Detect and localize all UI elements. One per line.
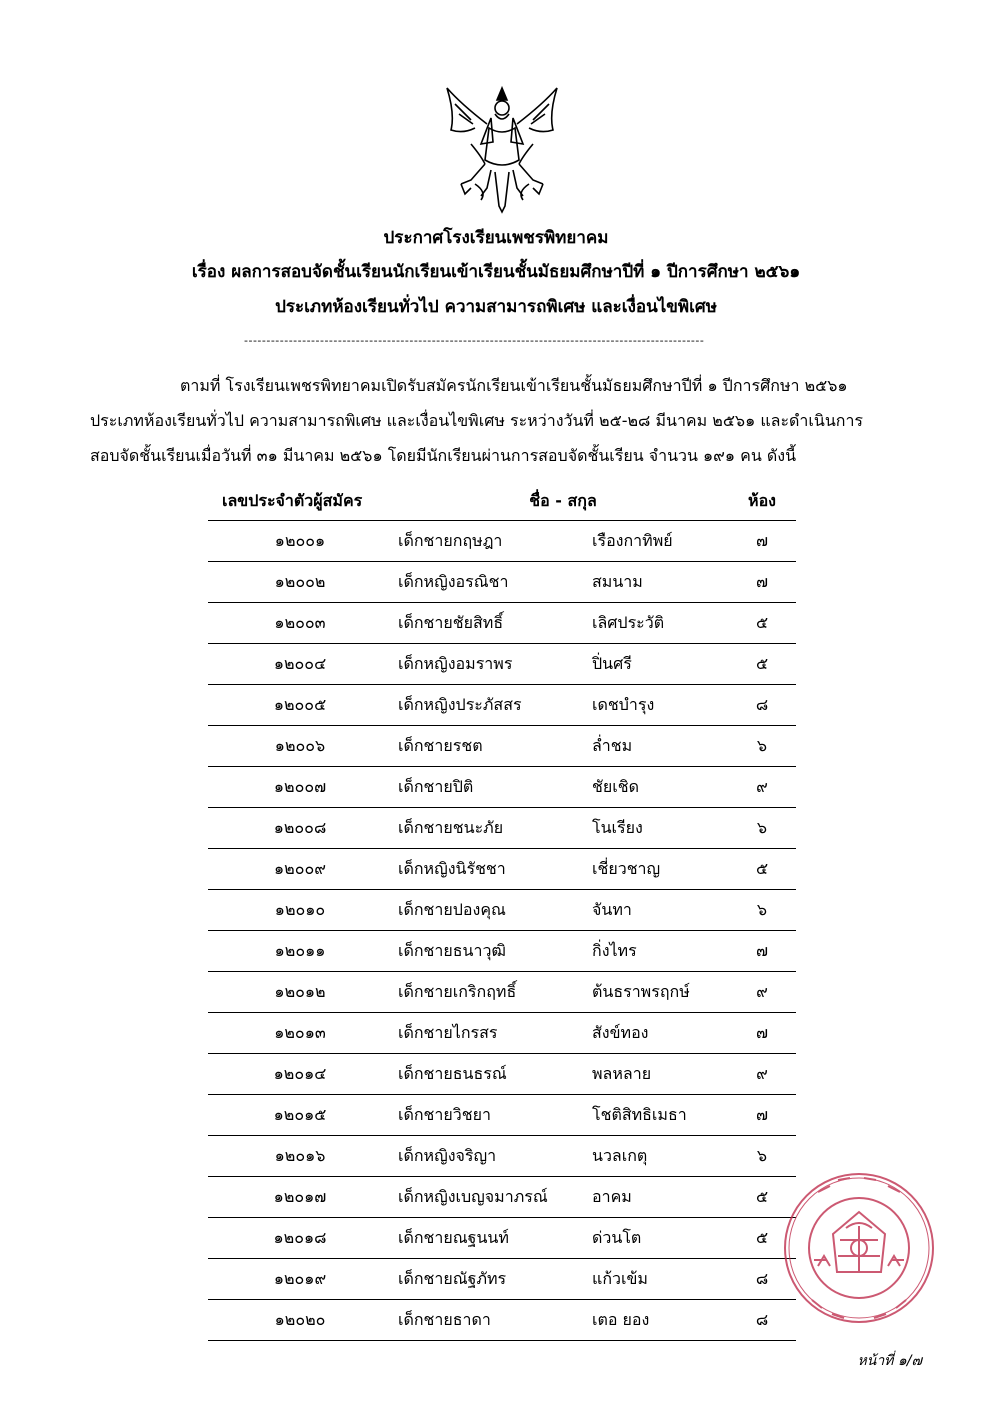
table-row (208, 1095, 796, 1136)
first-name-cell: เด็กชายณัฐภัทร (398, 1269, 507, 1288)
applicant-id-cell: ๑๒๐๑๔ (273, 1064, 327, 1083)
announcement-title: ประกาศโรงเรียนเพชรพิทยาคม (383, 228, 609, 248)
table-row (208, 890, 796, 931)
school-seal-stamp (778, 1168, 940, 1328)
applicant-id-cell: ๑๒๐๒๐ (274, 1310, 326, 1329)
table-row (208, 1054, 796, 1095)
first-name-cell: เด็กชายปิติ (398, 777, 474, 796)
table-row (208, 1218, 796, 1259)
applicant-id-cell: ๑๒๐๑๘ (273, 1228, 327, 1247)
table-row (208, 1259, 796, 1300)
surname-cell: โนเรียง (592, 818, 643, 837)
table-row (208, 1177, 796, 1218)
table-row (208, 521, 796, 562)
first-name-cell: เด็กชายวิชยา (398, 1105, 491, 1124)
table-body (208, 521, 796, 1341)
applicant-id-cell: ๑๒๐๑๑ (274, 941, 326, 960)
first-name-cell: เด็กหญิงประภัสสร (398, 695, 522, 714)
applicant-id-cell: ๑๒๐๐๙ (274, 859, 326, 878)
first-name-cell: เด็กชายรชต (398, 736, 483, 755)
room-cell: ๖ (756, 900, 768, 919)
first-name-cell: เด็กชายไกรสร (398, 1023, 498, 1042)
room-cell: ๕ (755, 654, 769, 673)
room-cell: ๙ (756, 1064, 768, 1083)
room-cell: ๗ (755, 1105, 769, 1124)
surname-cell: สมนาม (592, 572, 643, 591)
first-name-cell: เด็กหญิงเบญจมาภรณ์ (398, 1187, 548, 1206)
room-cell: ๕ (755, 613, 769, 632)
surname-cell: ต้นธราพรฤกษ์ (592, 982, 690, 1001)
room-cell: ๙ (756, 982, 768, 1001)
first-name-cell: เด็กชายธาดา (398, 1310, 491, 1329)
applicant-id-cell: ๑๒๐๑๒ (274, 982, 326, 1001)
applicant-id-cell: ๑๒๐๑๕ (273, 1105, 327, 1124)
room-cell: ๗ (755, 1023, 769, 1042)
applicant-id-cell: ๑๒๐๑๐ (274, 900, 326, 919)
first-name-cell: เด็กหญิงอรณิชา (398, 572, 509, 591)
applicant-id-cell: ๑๒๐๑๗ (273, 1187, 327, 1206)
first-name-cell: เด็กชายธนธรณ์ (398, 1064, 507, 1083)
table-row (208, 726, 796, 767)
first-name-cell: เด็กชายณฐนนท์ (398, 1228, 509, 1247)
applicant-id-cell: ๑๒๐๐๕ (273, 695, 327, 714)
first-name-cell: เด็กชายกฤษฎา (398, 531, 503, 550)
table-row (208, 685, 796, 726)
garuda-emblem-icon (441, 84, 563, 216)
surname-cell: เดชบำรุง (592, 695, 655, 714)
surname-cell: อาคม (592, 1187, 632, 1206)
table-header-row (208, 482, 796, 521)
announcement-category: ประเภทห้องเรียนทั่วไป ความสามารถพิเศษ และเงื่อนไขพิเศษ (275, 297, 717, 317)
applicant-id-cell: ๑๒๐๐๓ (274, 613, 326, 632)
surname-cell: ด่วนโต (592, 1228, 642, 1247)
room-cell: ๖ (756, 1146, 768, 1165)
surname-cell: เตอ ยอง (592, 1310, 650, 1329)
room-cell: ๘ (755, 1269, 769, 1288)
table-row (208, 562, 796, 603)
surname-cell: จันทา (592, 900, 632, 919)
surname-cell: สังข์ทอง (592, 1023, 649, 1042)
header-room: ห้อง (748, 491, 776, 510)
surname-cell: เลิศประวัติ (592, 613, 665, 632)
page-number: หน้าที่ ๑/๗ (857, 1353, 922, 1369)
applicant-id-cell: ๑๒๐๑๙ (273, 1269, 327, 1288)
surname-cell: พลหลาย (592, 1064, 652, 1083)
table-row (208, 931, 796, 972)
room-cell: ๘ (755, 695, 769, 714)
first-name-cell: เด็กชายชนะภัย (398, 818, 504, 837)
surname-cell: โชติสิทธิเมธา (592, 1105, 687, 1124)
table-row (208, 972, 796, 1013)
first-name-cell: เด็กหญิงนิรัชชา (398, 859, 506, 878)
surname-cell: เรืองกาทิพย์ (592, 531, 673, 550)
table-row (208, 1136, 796, 1177)
applicant-id-cell: ๑๒๐๑๓ (274, 1023, 326, 1042)
surname-cell: นวลเกตุ (592, 1146, 648, 1165)
room-cell: ๗ (755, 531, 769, 550)
table-row (208, 808, 796, 849)
table-row (208, 767, 796, 808)
first-name-cell: เด็กชายเกริกฤทธิ์ (398, 982, 517, 1001)
table-row (208, 849, 796, 890)
room-cell: ๗ (755, 572, 769, 591)
surname-cell: ปิ่นศรี (592, 654, 632, 673)
applicant-id-cell: ๑๒๐๐๖ (274, 736, 326, 755)
applicant-id-cell: ๑๒๐๐๔ (273, 654, 327, 673)
applicant-id-cell: ๑๒๐๐๒ (274, 572, 326, 591)
room-cell: ๘ (755, 1310, 769, 1329)
body-paragraph-line-1: ตามที่ โรงเรียนเพชรพิทยาคมเปิดรับสมัครนักเรียนเข้าเรียนชั้นมัธยมศึกษาปีที่ ๑ ปีการศึกษา ๒๕๖๑ (180, 376, 848, 395)
surname-cell: แก้วเข้ม (592, 1269, 648, 1288)
applicant-id-cell: ๑๒๐๐๑ (274, 531, 326, 550)
surname-cell: ชัยเชิด (592, 777, 639, 796)
room-cell: ๖ (756, 818, 768, 837)
room-cell: ๖ (756, 736, 768, 755)
divider-line: ------------------------------------------------------------------------------------------------------- (244, 334, 705, 347)
applicant-id-cell: ๑๒๐๐๘ (273, 818, 327, 837)
room-cell: ๗ (755, 941, 769, 960)
body-paragraph-line-2: ประเภทห้องเรียนทั่วไป ความสามารถพิเศษ และเงื่อนไขพิเศษ ระหว่างวันที่ ๒๕-๒๘ มีนาคม ๒๕๖๑ และดำเนินการ (90, 411, 864, 430)
first-name-cell: เด็กชายชัยสิทธิ์ (398, 613, 504, 632)
table-row (208, 1300, 796, 1341)
room-cell: ๕ (755, 859, 769, 878)
header-full-name: ชื่อ - สกุล (529, 491, 597, 510)
results-table (208, 482, 796, 1341)
surname-cell: กิ่งไทร (592, 941, 637, 960)
table-row (208, 644, 796, 685)
first-name-cell: เด็กหญิงจริญา (398, 1146, 497, 1165)
first-name-cell: เด็กชายธนาวุฒิ (398, 941, 506, 960)
table-row (208, 603, 796, 644)
surname-cell: เชี่ยวชาญ (592, 859, 661, 878)
applicant-id-cell: ๑๒๐๑๖ (274, 1146, 326, 1165)
surname-cell: ล่ำชม (592, 736, 633, 755)
body-paragraph-line-3: สอบจัดชั้นเรียนเมื่อวันที่ ๓๑ มีนาคม ๒๕๖๑ โดยมีนักเรียนผ่านการสอบจัดชั้นเรียน จำนวน ๑๙๑ คน ดังนี้ (90, 446, 796, 465)
first-name-cell: เด็กชายปองคุณ (398, 900, 506, 919)
room-cell: ๕ (755, 1187, 769, 1206)
header-applicant-id: เลขประจำตัวผู้สมัคร (222, 491, 363, 510)
announcement-subject: เรื่อง ผลการสอบจัดชั้นเรียนนักเรียนเข้าเรียนชั้นมัธยมศึกษาปีที่ ๑ ปีการศึกษา ๒๕๖๑ (191, 262, 801, 282)
applicant-id-cell: ๑๒๐๐๗ (273, 777, 327, 796)
room-cell: ๙ (756, 777, 768, 796)
first-name-cell: เด็กหญิงอมราพร (398, 654, 513, 673)
table-row (208, 1013, 796, 1054)
room-cell: ๕ (755, 1228, 769, 1247)
